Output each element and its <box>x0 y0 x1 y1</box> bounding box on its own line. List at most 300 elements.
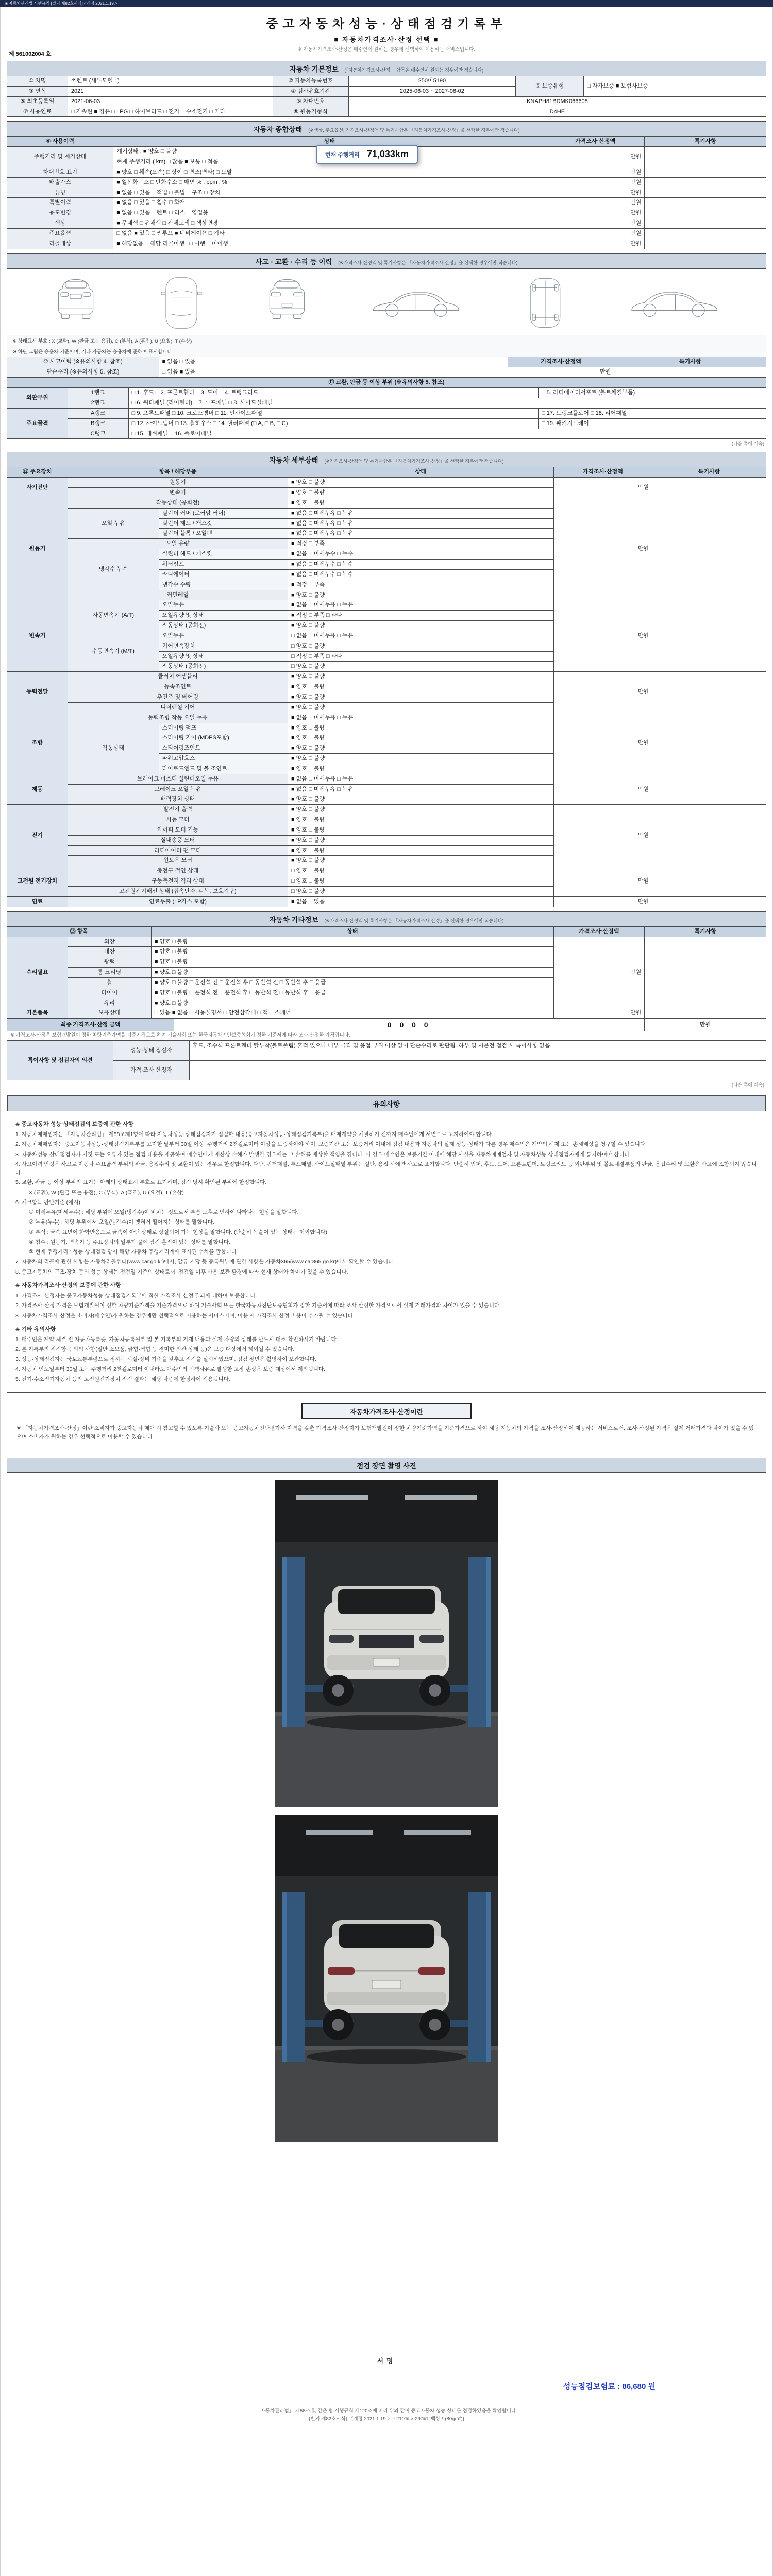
table-cell <box>652 600 766 672</box>
notice-paragraph: ① 미세누유(미세누수) : 해당 부위에 오일(냉각수)이 비치는 정도로서 부품 노후로 인하여 나타나는 현상을 말합니다. <box>29 1209 299 1216</box>
table-row <box>7 96 766 107</box>
table-cell: 튜닝 <box>7 188 113 198</box>
table-cell: ⑥ 차대번호 <box>273 96 348 107</box>
table-cell: ■ 없음 □ 있음 <box>288 896 553 907</box>
table-cell: 만원 <box>546 167 644 177</box>
table-cell <box>645 208 766 218</box>
section-header-basic-info <box>7 61 766 76</box>
table-cell: 오일유량 및 상태 <box>159 611 288 621</box>
table-cell: ■ 양호 □ 훼손(오손) □ 상이 □ 변조(변타) □ 도말 <box>113 167 546 177</box>
table-row <box>7 188 766 198</box>
table-cell: ■ 양호 □ 불량 <box>288 815 553 825</box>
table-row <box>7 866 766 876</box>
table-header-cell: 가격조사·산정액 <box>553 926 645 937</box>
page-continue-mark: (다음 쪽에 계속) <box>731 441 764 447</box>
table-cell <box>652 866 766 897</box>
table-row <box>7 672 766 682</box>
table-cell: 원동기 <box>7 498 68 600</box>
table-cell: □ 12. 사이드멤버 □ 13. 휠하우스 □ 14. 필러패널 (□ A, □ B, □ C) <box>128 418 538 429</box>
footer-line-2: [별지 제82호서식] 〈개정 2021.1.19.〉 ‧ 210㎜ × 297㎜ [백상지(80g/㎡)] <box>309 2416 464 2422</box>
table-cell: 주요옵션 <box>7 228 113 239</box>
table-row <box>7 398 766 409</box>
footer-line-1: 「자동차관리법」 제58조 및 같은 법 시행규칙 제120조에 따라 위와 같이 중고자동차 성능·상태를 점검하였음을 확인합니다. <box>256 2408 517 2414</box>
table-cell: ■ 양호 □ 불량 <box>288 825 553 835</box>
accident-summary-table-host <box>7 357 766 378</box>
table-cell: 만원 <box>546 239 644 249</box>
table-cell: 리콜대상 <box>7 239 113 249</box>
table-cell <box>652 774 766 805</box>
basic-table <box>7 76 766 117</box>
section-title: 자동차 기타정보 <box>269 916 318 924</box>
table-cell <box>645 228 766 239</box>
table-cell: ■ 양호 □ 불량 <box>288 805 553 815</box>
notice-paragraph: ② 누유(누수) : 해당 부위에서 오일(냉각수)이 맺혀서 떨어지는 상태를 말합니다. <box>29 1219 214 1226</box>
table-cell: 타이어 <box>68 988 151 998</box>
table-row <box>7 1060 766 1080</box>
table-cell: 라디에이터 <box>159 569 288 580</box>
table-cell: 클러치 어셈블리 <box>68 672 288 682</box>
table-row <box>7 357 766 367</box>
table-cell: ■ 양호 □ 불량 <box>151 957 553 968</box>
notice-paragraph: 3. 성능·상태점검자는 국토교통부령으로 정하는 시설·장비 기준을 갖추고 점검을 실시하였으며, 점검 장면은 촬영하여 보관합니다. <box>15 1356 317 1363</box>
table-cell: □ 양호 □ 불량 <box>288 641 553 651</box>
notice-paragraph: 1. 매수인은 계약 체결 전 자동차등록증, 자동차등록원부 및 본 기록부의 기재 내용과 실제 차량의 상태를 반드시 대조·확인하시기 바랍니다. <box>15 1336 338 1343</box>
car-diagram-left-side-view <box>367 282 465 324</box>
section-price-definition <box>7 1398 766 1448</box>
table-cell: ■ 양호 □ 불량 <box>288 621 553 631</box>
table-cell: B랭크 <box>68 418 128 429</box>
section-title: 자동차 기본정보 <box>289 65 339 73</box>
table-cell: ■ 없음 □ 있음 □ 렌트 □ 리스 □ 영업용 <box>113 208 546 218</box>
table-cell: □ 9. 프론트패널 □ 10. 크로스멤버 □ 11. 인사이드패널 <box>128 408 538 418</box>
table-cell: ■ 양호 □ 불량 <box>288 590 553 600</box>
table-cell: 실린더 헤드 / 개스킷 <box>159 518 288 529</box>
table-row <box>7 76 766 87</box>
table-cell: 만원 <box>553 672 652 713</box>
document-number: 제 561002004 호 <box>9 51 52 57</box>
table-row <box>7 774 766 784</box>
table-row <box>7 218 766 229</box>
table-cell: ■ 해당없음 □ 해당 리콜이행 : □ 이행 □ 미이행 <box>113 239 546 249</box>
signature-section <box>7 2348 766 2392</box>
table-cell: 광택 <box>68 957 151 968</box>
odometer-popup-value: 71,033km <box>366 149 409 160</box>
inspector-opinion-table-host <box>7 1041 766 1080</box>
section-detailed-condition <box>7 452 766 907</box>
table-cell: 단순수리 (※유의사항 5. 참조) <box>7 367 159 377</box>
table-row <box>7 429 766 439</box>
table-cell: ⑩ 사고이력 (※유의사항 4. 참조) <box>7 357 159 367</box>
table-cell: ■ 양호 □ 불량 <box>288 794 553 805</box>
table-cell <box>652 713 766 774</box>
notice-paragraph: 2. 가격조사·산정 가격은 보험개발원이 정한 차량기준가액을 기준가격으로 하여 기술사회 또는 한국자동차진단보증협회가 정한 기준서에 따라 조사·산정한 가격으로서 실제 거래가격과 차이가 있을 수 있습니다. <box>15 1302 501 1309</box>
notice-paragraph: 2. 본 기록부의 점검항목 외의 사항(일반 소모품, 긁힘·찍힘 등 경미한 외관 상태 등)은 보증 대상에서 제외될 수 있습니다. <box>15 1346 295 1353</box>
table-cell: 수리필요 <box>7 937 68 1008</box>
table-header-cell: 상태 <box>113 137 546 147</box>
accident-parts-table-host <box>7 377 766 439</box>
form-reference-text: ■ 자동차관리법 시행규칙 [별지 제82호서식] <개정 2021.1.19.> <box>5 1 117 6</box>
notice-paragraph: 5. 교환, 판금 등 이상 부위의 표기는 아래의 상태표시 부호로 표기하며, 점검 당시 확인된 부위에 한정합니다. <box>15 1179 267 1186</box>
table-cell: 조향 <box>7 713 68 774</box>
table-cell: □ 5. 라디에이터서포트 (볼트체결부품) <box>539 388 766 398</box>
table-cell: ■ 양호 □ 불량 <box>288 835 553 845</box>
table-row <box>7 198 766 208</box>
table-cell: ■ 없음 □ 미세누유 □ 누유 <box>288 784 553 794</box>
table-row <box>7 239 766 249</box>
table-cell: □ 자가보증 ■ 보험사보증 <box>584 76 766 97</box>
table-cell: 만원 <box>553 1008 645 1019</box>
table-cell: 만원 <box>553 600 652 672</box>
table-cell: 동력전달 <box>7 672 68 713</box>
table-row <box>7 1041 766 1060</box>
notice-paragraph: 1. 가격조사·산정자는 중고자동차성능·상태점검기록부에 적힌 가격조사·산정 결과에 대하여 보증합니다. <box>15 1293 257 1299</box>
table-cell: 유리 <box>68 998 151 1008</box>
damage-diagram-note: ※ 하단 그림은 승용차 기준이며, 기타 자동차는 승용차에 준하여 표시합니다. <box>7 346 766 357</box>
table-cell <box>645 937 766 1008</box>
table-cell: ■ 양호 □ 불량 □ 운전석 전 □ 운전석 후 □ 동반석 전 □ 동반석 후 □ 응급 <box>151 977 553 988</box>
section-note: (※가격조사·산정액 및 특기사항은 「자동차가격조사·산정」을 선택한 경우에만 적습니다) <box>338 260 518 265</box>
table-cell: ■ 양호 □ 불량 <box>288 764 553 774</box>
table-cell: ■ 양호 □ 불량 <box>288 672 553 682</box>
table-cell: ⑤ 최초등록일 <box>7 96 68 107</box>
table-cell: 기본품목 <box>7 1008 68 1019</box>
table-cell: 만원 <box>553 896 652 907</box>
table-cell: ※ 가격조사·산정은 보험개발원이 정한 차량기준가액을 기준가격으로 하여 기술사회 또는 한국자동차진단보증협회가 정한 기준서에 따라 조사·산정한 가격입니다. <box>7 1031 766 1041</box>
table-cell: 실린더 커버 (로커암 커버) <box>159 508 288 518</box>
notice-paragraph: ④ 침수 : 원동기, 변속기 등 주요장치의 일부가 물에 잠긴 흔적이 있는 상태를 말합니다. <box>29 1239 230 1245</box>
table-cell: 시동 모터 <box>68 815 288 825</box>
notice-paragraph: ⑤ 현재 주행거리 : 성능·상태점검 당시 해당 자동차 주행거리계에 표시된 수치를 말합니다. <box>29 1249 238 1256</box>
table-row <box>7 805 766 815</box>
table-cell: 만원 <box>553 498 652 600</box>
table-cell: 만원 <box>546 177 644 188</box>
table-cell: ■ 양호 □ 불량 <box>288 682 553 692</box>
table-cell: 오일누유 <box>159 600 288 611</box>
table-header-cell: 가격조사·산정액 <box>546 137 644 147</box>
table-cell <box>645 167 766 177</box>
section-title: 점검 장면 촬영 사진 <box>357 1462 416 1470</box>
table-row <box>7 107 766 117</box>
notices-body <box>7 1111 766 1392</box>
acc_top-table <box>7 357 766 378</box>
section-header-accident <box>7 253 766 268</box>
table-cell: □ 1. 후드 □ 2. 프론트휀더 □ 3. 도어 □ 4. 트렁크리드 <box>128 388 538 398</box>
table-header-cell: ⑨ 사용이력 <box>7 137 113 147</box>
table-cell: 외장 <box>68 937 151 947</box>
table-cell: ■ 없음 □ 미세누유 □ 누유 <box>288 529 553 539</box>
table-cell: 0 0 0 0 <box>174 1019 645 1031</box>
table-cell: 워터펌프 <box>159 560 288 570</box>
document-footer <box>7 2407 766 2424</box>
table-cell: □ 적정 □ 부족 □ 과다 <box>288 651 553 662</box>
notice-paragraph: ③ 부식 : 금속 표면이 화학반응으로 금속이 아닌 상태로 상실되어 가는 현상을 말합니다. (단순히 녹슬어 있는 상태는 제외합니다) <box>29 1229 327 1235</box>
table-header-cell: ⑬ 항목 <box>7 926 152 937</box>
table-cell: 만원 <box>546 188 644 198</box>
table-cell: ■ 적정 □ 부족 <box>288 539 553 549</box>
table-cell <box>189 1060 766 1080</box>
table-cell: 오일유량 및 상태 <box>159 651 288 662</box>
table-cell: 스티어링조인트 <box>159 743 288 754</box>
section-header-photos <box>7 1458 766 1473</box>
table-cell: 오일누유 <box>159 631 288 641</box>
table-cell: 실내송풍 모터 <box>68 835 288 845</box>
other-table <box>7 926 766 1019</box>
table-cell: C랭크 <box>68 429 128 439</box>
section-title: 사고 · 교환 · 수리 등 이력 <box>255 258 332 266</box>
table-cell: 연료 <box>7 896 68 907</box>
table-cell: 변속기 <box>68 488 288 498</box>
car-diagram-top-view <box>157 274 206 332</box>
table-cell: □ 19. 패키지트레이 <box>539 418 766 429</box>
table-cell: 계기상태 : ■ 양호 □ 불량 <box>113 147 546 157</box>
table-cell: □ 17. 트렁크플로어 □ 18. 리어패널 <box>539 408 766 418</box>
section-header-comprehensive <box>7 121 766 136</box>
inspection-photo-front <box>275 1480 498 1807</box>
table-cell: 자동변속기 (A/T) <box>68 600 159 631</box>
odometer-popup-label: 현재 주행거리 <box>325 151 360 158</box>
section-other-info <box>7 911 766 1089</box>
table-row <box>7 418 766 429</box>
table-cell: 브레이크 마스터 실린더오일 누유 <box>68 774 288 784</box>
table-cell: ① 차명 <box>7 76 68 87</box>
table-cell: 냉각수 수량 <box>159 580 288 590</box>
table-cell: 250머5190 <box>348 76 515 87</box>
table-cell: 오일 유량 <box>68 539 288 549</box>
table-header-cell: ⑪ 교환, 판금 등 이상 부위 (※유의사항 5. 참조) <box>7 378 766 388</box>
document-page <box>0 7 773 2576</box>
table-cell: ■ 양호 □ 불량 <box>288 478 553 488</box>
detail-table <box>7 467 766 907</box>
section-header-other <box>7 911 766 926</box>
notice-paragraph: 6. 체크항목 판단기준 (예시) <box>15 1199 80 1206</box>
table-cell: 스티어링 펌프 <box>159 723 288 733</box>
table-cell <box>645 218 766 229</box>
table-cell: 만원 <box>553 713 652 774</box>
table-cell: ⑧ 원동기형식 <box>273 107 348 117</box>
table-cell: 구동축전지 격리 상태 <box>68 876 288 887</box>
table-cell: ■ 없음 □ 미세누유 □ 누유 <box>288 774 553 784</box>
table-cell: 원동기 <box>68 478 288 488</box>
table-header-cell: 상태 <box>288 467 553 478</box>
table-cell <box>652 672 766 713</box>
table-cell: ③ 연식 <box>7 86 68 96</box>
table-row <box>7 926 766 937</box>
table-cell <box>645 188 766 198</box>
detailed-condition-table-host <box>7 467 766 907</box>
car-diagram-rear-view <box>261 274 313 332</box>
table-cell <box>645 239 766 249</box>
table-cell <box>652 478 766 498</box>
table-cell: 만원 <box>553 866 652 897</box>
table-cell: 특별이력 <box>7 198 113 208</box>
table-cell: 작동상태 (공회전) <box>68 498 288 508</box>
notice-paragraph: 2. 자동차매매업자는 중고자동차성능·상태점검기록부를 고지한 날부터 30일 이상, 주행거리 2천킬로미터 이상을 보증하여야 하며, 보증기간 또는 보증거리 이내에 점검 내용과 자동차의 실제 성능·상태가 다른 경우 매수인은 계약의 해제 또는 손해배상을 청구할 수 있습니다. <box>15 1141 647 1148</box>
table-cell: ■ 양호 □ 불량 <box>288 692 553 702</box>
table-cell: 2025-06-03 ~ 2027-06-02 <box>348 86 515 96</box>
table-cell: □ 없음 ■ 있음 <box>159 367 508 377</box>
table-cell: 자기진단 <box>7 478 68 498</box>
table-cell: 전기 <box>7 805 68 866</box>
table-cell: 작동상태 (공회전) <box>159 662 288 672</box>
table-cell: 2021 <box>68 86 273 96</box>
section-header-detailed <box>7 452 766 467</box>
table-header-cell: 가격조사·산정액 <box>508 357 614 367</box>
notice-subheader: ◈ 중고자동차 성능·상태점검의 보증에 관한 사항 <box>15 1121 134 1127</box>
table-cell: 윈도우 모터 <box>68 856 288 866</box>
table-row <box>7 408 766 418</box>
table-cell: ■ 양호 □ 불량 <box>288 723 553 733</box>
table-cell: 후드, 조수석 프론트휀더 탈부착(볼트풀림) 흔적 있으나 내부 골격 및 용접 부위 이상 없어 단순수리로 판단됨. 하부 및 시운전 점검 시 특이사항 없음. <box>189 1041 766 1060</box>
signature-title: 서명 <box>377 2357 396 2365</box>
table-cell: 가격·조사 산정자 <box>113 1060 189 1080</box>
table-cell: 동력조향 작동 오일 누유 <box>68 713 288 723</box>
car-diagram-right-side-view <box>625 282 723 324</box>
table-cell: ⑦ 사용연료 <box>7 107 68 117</box>
table-cell: 작동상태 (공회전) <box>159 621 288 631</box>
section-note: (※가격조사·산정액 및 특기사항은 「자동차가격조사·산정」을 선택한 경우에만 적습니다) <box>324 918 504 923</box>
table-header-cell: 가격조사·산정액 <box>553 467 652 478</box>
inspection-photo-rear <box>275 1815 498 2142</box>
notice-paragraph: 7. 자동차의 리콜에 관한 사항은 자동차리콜센터(www.car.go.kr)에서, 압류·저당 등 등록원부에 관한 사항은 자동차365(www.car365.go.kr)에서 확인할 수 있습니다. <box>15 1259 395 1265</box>
table-cell: 추진축 및 베어링 <box>68 692 288 702</box>
table-cell: ■ 양호 □ 불량 <box>288 733 553 743</box>
table-row <box>7 167 766 177</box>
table-header-cell: 항목 / 해당부품 <box>68 467 288 478</box>
table-cell: ■ 양호 □ 불량 <box>151 998 553 1008</box>
table-cell: ■ 양호 □ 불량 <box>288 702 553 713</box>
final-table <box>7 1019 766 1041</box>
table-cell: 커먼레일 <box>68 590 288 600</box>
table-cell: 만원 <box>645 1019 766 1031</box>
table-cell: 룸 크리닝 <box>68 968 151 978</box>
table-cell: D4HE <box>348 107 766 117</box>
table-cell: 휠 <box>68 977 151 988</box>
section-notices <box>7 1095 766 1393</box>
table-cell: 충전구 절연 상태 <box>68 866 288 876</box>
table-cell: 수동변속기 (M/T) <box>68 631 159 671</box>
table-cell: 용도변경 <box>7 208 113 218</box>
table-cell: 오일 누유 <box>68 508 159 539</box>
table-cell: ■ 없음 □ 있음 □ 적법 □ 불법 □ 구조 □ 장치 <box>113 188 546 198</box>
table-cell <box>652 805 766 866</box>
table-cell: 만원 <box>553 774 652 805</box>
section-basic-info <box>7 61 766 117</box>
table-cell: 주행거리 및 계기상태 <box>7 147 113 167</box>
page-title: 중고자동차성능·상태점검기록부 <box>266 17 507 31</box>
table-cell: ■ 없음 □ 미세누유 □ 누유 <box>288 508 553 518</box>
section-note: (※가격조사·산정액 및 특기사항은 「자동차가격조사·산정」을 선택한 경우에만 적습니다) <box>324 459 504 464</box>
table-cell: 배출가스 <box>7 177 113 188</box>
table-cell: ■ 일산화탄소 □ 탄화수소 □ 매연 % , ppm , % <box>113 177 546 188</box>
table-cell: 디퍼렌셜 기어 <box>68 702 288 713</box>
table-cell: 만원 <box>546 228 644 239</box>
table-cell: KNAPH81BDMK066608 <box>348 96 766 107</box>
table-row <box>7 937 766 947</box>
table-cell: 만원 <box>553 805 652 866</box>
table-cell: □ 15. 대쉬패널 □ 16. 플로어패널 <box>128 429 766 439</box>
table-header-cell: ⑫ 주요장치 <box>7 467 68 478</box>
table-cell: □ 없음 □ 미세누유 □ 누유 <box>288 631 553 641</box>
section-header-notices <box>7 1096 766 1111</box>
table-cell: ■ 양호 □ 불량 <box>151 937 553 947</box>
table-cell: 고전원전기배선 상태 (접속단자, 피복, 보호기구) <box>68 887 288 897</box>
table-row <box>7 388 766 398</box>
table-cell <box>645 1008 766 1019</box>
table-cell: ■ 없음 □ 있음 <box>159 357 508 367</box>
table-cell: 기어변속장치 <box>159 641 288 651</box>
table-cell: 만원 <box>546 147 644 167</box>
table-cell: 내장 <box>68 947 151 957</box>
notice-paragraph: 5. 전기·수소전기자동차 등의 고전원전기장치 점검 결과는 해당 차종에 한정하여 적용됩니다. <box>15 1376 230 1382</box>
notice-paragraph: X (교환), W (판금 또는 용접), C (부식), A (흠집), U (요철), T (손상) <box>29 1189 184 1196</box>
table-cell: 라디에이터 팬 모터 <box>68 845 288 856</box>
table-cell: ■ 없음 □ 있음 □ 침수 □ 화재 <box>113 198 546 208</box>
notice-paragraph: 4. 자동차 인도일부터 30일 또는 주행거리 2천킬로미터 이내라도 매수인의 귀책사유로 발생한 고장·손상은 보증 대상에서 제외됩니다. <box>15 1366 325 1372</box>
table-row <box>7 1031 766 1041</box>
table-row <box>7 600 766 611</box>
table-cell: 보유상태 <box>68 1008 151 1019</box>
table-cell: □ 있음 ■ 없음 □ 사용설명서 □ 안전삼각대 □ 잭 □ 스패너 <box>151 1008 553 1019</box>
table-cell: 색상 <box>7 218 113 229</box>
table-cell: A랭크 <box>68 408 128 418</box>
table-header-cell: 특기사항 <box>645 137 766 147</box>
table-cell: ④ 검사유효기간 <box>273 86 348 96</box>
table-cell: ■ 양호 □ 불량 <box>288 754 553 764</box>
notice-paragraph: 8. 중고자동차의 구조·장치 등의 성능·상태는 점검일 기준의 상태로서, 점검일 이후 사용·보관 환경에 따라 현재 상태와 차이가 있을 수 있습니다. <box>15 1268 348 1275</box>
table-cell: 배력장치 상태 <box>68 794 288 805</box>
table-cell: 고전원 전기장치 <box>7 866 68 897</box>
table-cell: 쏘렌토 (세부모델 : ) <box>68 76 273 87</box>
table-cell: 외판부위 <box>7 388 68 409</box>
table-cell: 2랭크 <box>68 398 128 409</box>
table-cell: 작동상태 <box>68 723 159 774</box>
table-cell: 성능·상태 점검자 <box>113 1041 189 1060</box>
table-cell: ■ 양호 □ 불량 □ 운전석 전 □ 운전석 후 □ 동반석 전 □ 동반석 후 □ 응급 <box>151 988 553 998</box>
section-comprehensive-condition <box>7 121 766 249</box>
table-row <box>7 1008 766 1019</box>
table-cell <box>645 198 766 208</box>
table-row <box>7 478 766 488</box>
table-cell: 스티어링 기어 (MDPS포함) <box>159 733 288 743</box>
table-cell: ■ 양호 □ 불량 <box>288 856 553 866</box>
table-cell: ■ 양호 □ 불량 <box>288 488 553 498</box>
table-cell: 냉각수 누수 <box>68 549 159 590</box>
table-header-cell: 특기사항 <box>614 357 766 367</box>
table-cell: 등속조인트 <box>68 682 288 692</box>
document-subtitle: ■ 자동차가격조사·산정 선택 ■ <box>334 36 439 43</box>
table-cell: 주요골격 <box>7 408 68 439</box>
section-note: (※색상, 주요옵션, 가격조사·산정액 및 특기사항은 「자동차가격조사·산정」을 선택한 경우에만 적습니다) <box>308 128 520 133</box>
table-row <box>7 713 766 723</box>
table-row <box>7 228 766 239</box>
table-cell: 타이로드엔드 및 볼 조인트 <box>159 764 288 774</box>
notice-subheader: ◈ 자동차가격조사·산정의 보증에 관한 사항 <box>15 1282 121 1289</box>
table-row <box>7 378 766 388</box>
table-cell: □ 양호 □ 불량 <box>288 876 553 887</box>
table-cell: 만원 <box>553 478 652 498</box>
table-cell: ■ 양호 □ 불량 <box>288 743 553 754</box>
car-diagram-front-view <box>50 274 102 332</box>
table-cell: ■ 양호 □ 불량 <box>151 968 553 978</box>
car-damage-diagrams <box>7 268 766 335</box>
notice-paragraph: 4. 사고이력 인정은 사고로 자동차 주요골격 부위의 판금, 용접수리 및 교환이 있는 경우로 한정합니다. 다만, 쿼터패널, 루프패널, 사이드실패널 부위는 절단, 용접 시에만 사고로 표기합니다. 단순히 범퍼, 후드, 도어, 프론트휀더, 트렁크리드 등 외판부위 및 볼트체결부품의 판금, 용접수리 및 교환은 사고에 포함되지 않습니다. <box>15 1161 757 1176</box>
table-header-cell: 상태 <box>151 926 553 937</box>
table-cell: ■ 무채색 □ 유채색 □ 전체도색 □ 색상변경 <box>113 218 546 229</box>
table-cell: ■ 양호 □ 불량 <box>151 947 553 957</box>
table-header-cell: 특기사항 <box>645 926 766 937</box>
odometer-popup <box>316 145 418 164</box>
section-title: 유의사항 <box>373 1100 400 1108</box>
